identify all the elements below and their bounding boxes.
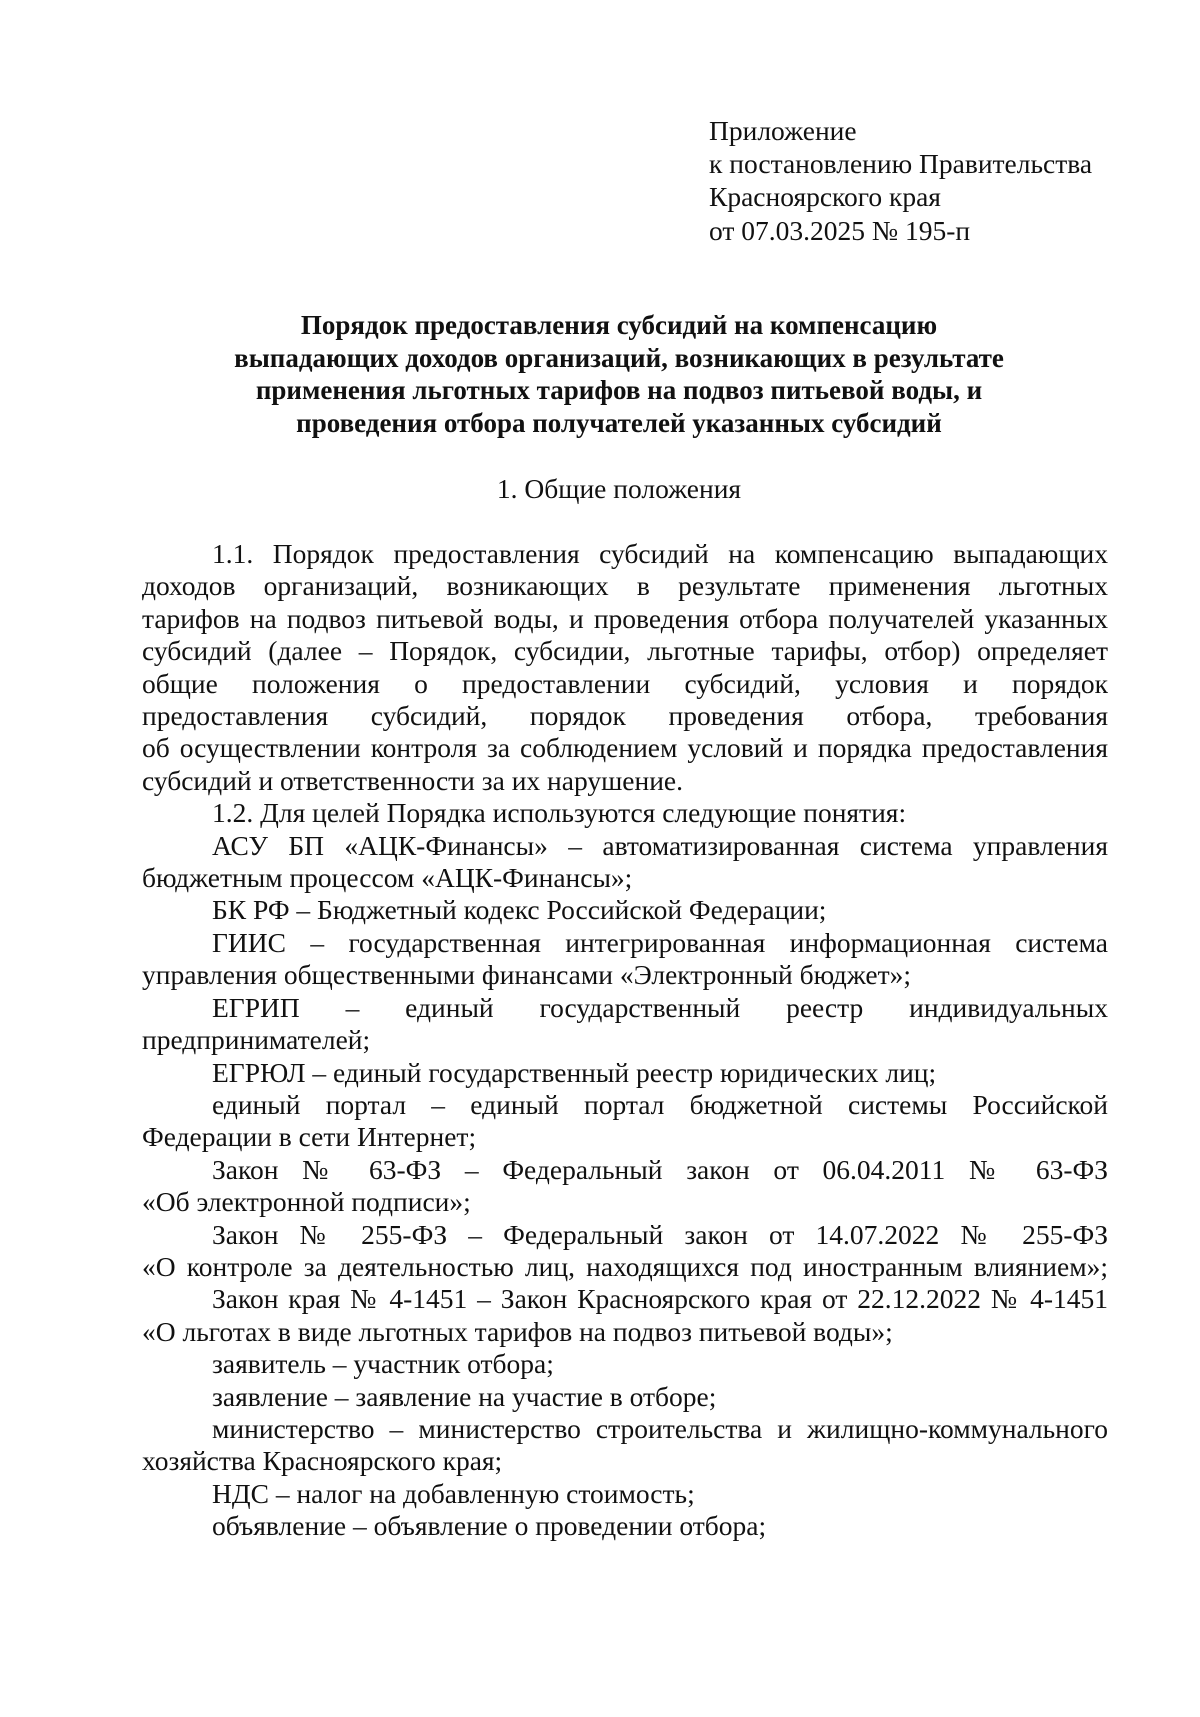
text-line: «О льготах в виде льготных тарифов на подвоз питьевой воды»; [142, 1315, 893, 1347]
text-line: министерство – министерство строительства и жилищно-коммунального [212, 1412, 1108, 1444]
text-line: АСУ БП «АЦК-Финансы» – автоматизированная система управления [212, 829, 1108, 861]
text-line: ЕГРИП – единый государственный реестр индивидуальных [212, 991, 1108, 1023]
appendix-header [709, 114, 1092, 247]
appendix-line: Красноярского края [709, 181, 941, 213]
text-line: ГИИС – государственная интегрированная информационная система [212, 926, 1108, 958]
text-line: предоставления субсидий, порядок проведения отбора, требования [142, 700, 1108, 732]
appendix-line: Приложение [709, 115, 857, 146]
title-line: проведения отбора получателей указанных субсидий [296, 407, 942, 438]
text-line: Закон № 63-ФЗ – Федеральный закон от 06.04.2011 № 63-ФЗ [212, 1153, 1108, 1185]
text-line: БК РФ – Бюджетный кодекс Российской Федерации; [212, 894, 827, 926]
text-line: «О контроле за деятельностью лиц, находящихся под иностранным влиянием»; [142, 1250, 1108, 1282]
text-line: хозяйства Красноярского края; [142, 1445, 503, 1477]
text-line: заявление – заявление на участие в отборе; [212, 1380, 717, 1412]
text-line: субсидий и ответственности за их нарушение. [142, 764, 684, 796]
text-line: заявитель – участник отбора; [212, 1348, 554, 1380]
text-line: Закон № 255-ФЗ – Федеральный закон от 14.07.2022 № 255-ФЗ [212, 1218, 1108, 1250]
text-line: об осуществлении контроля за соблюдением условий и порядка предоставления [142, 732, 1108, 764]
document-body [142, 538, 1108, 1543]
text-line: объявление – объявление о проведении отбора; [212, 1510, 767, 1542]
section-heading: 1. Общие положения [496, 473, 742, 504]
text-line: доходов организаций, возникающих в результате применения льготных [142, 570, 1108, 602]
appendix-line: от 07.03.2025 № 195-п [709, 214, 971, 246]
text-line: «Об электронной подписи»; [142, 1186, 471, 1218]
title-line: выпадающих доходов организаций, возникающих в результате [234, 342, 1004, 373]
text-line: субсидий (далее – Порядок, субсидии, льготные тарифы, отбор) определяет [142, 635, 1108, 667]
text-line: ЕГРЮЛ – единый государственный реестр юридических лиц; [212, 1056, 937, 1088]
text-line: Федерации в сети Интернет; [142, 1121, 477, 1153]
text-line: общие положения о предоставлении субсидий, условия и порядок [142, 667, 1108, 699]
title-line: применения льготных тарифов на подвоз питьевой воды, и [255, 375, 983, 405]
text-line: НДС – налог на добавленную стоимость; [212, 1477, 695, 1509]
text-line: Закон края № 4-1451 – Закон Красноярского края от 22.12.2022 № 4-1451 [212, 1283, 1108, 1315]
text-line: 1.1. Порядок предоставления субсидий на компенсацию выпадающих [212, 538, 1108, 569]
text-line: предпринимателей; [142, 1024, 371, 1056]
text-line: тарифов на подвоз питьевой воды, и проведения отбора получателей указанных [142, 602, 1108, 634]
text-line: 1.2. Для целей Порядка используются следующие понятия: [212, 797, 907, 829]
document-title [140, 309, 1098, 439]
title-line: Порядок предоставления субсидий на компенсацию [300, 310, 938, 340]
text-line: единый портал – единый портал бюджетной системы Российской [212, 1088, 1108, 1120]
text-line: управления общественными финансами «Электронный бюджет»; [142, 959, 912, 991]
text-line: бюджетным процессом «АЦК-Финансы»; [142, 862, 633, 894]
appendix-line: к постановлению Правительства [709, 148, 1093, 180]
